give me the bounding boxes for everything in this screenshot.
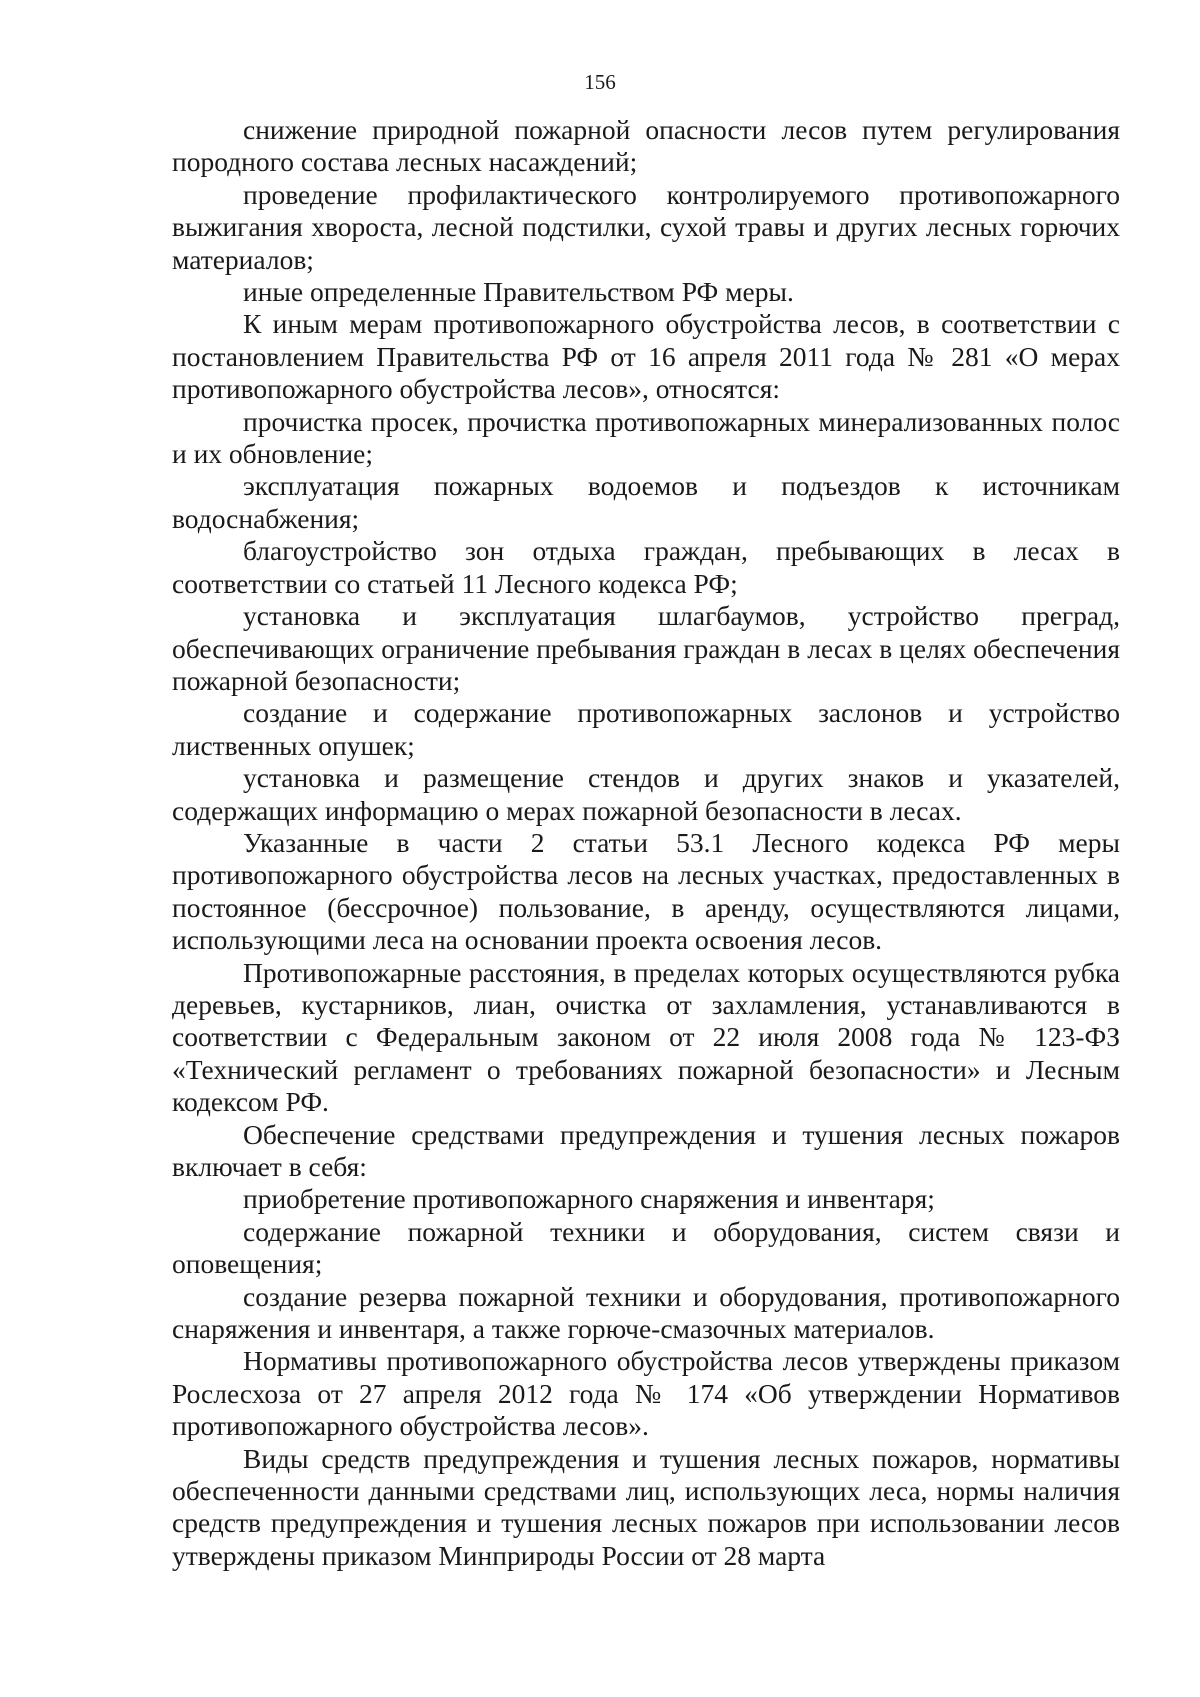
paragraph: прочистка просек, прочистка противопожарных минерализованных полос и их обновление; bbox=[172, 405, 1120, 470]
document-body bbox=[172, 114, 1120, 1572]
paragraph: установка и эксплуатация шлагбаумов, устройство преград, обеспечивающих ограничение пребывания граждан в лесах в целях обеспечения пожарной безопасности; bbox=[172, 600, 1120, 696]
paragraph: создание резерва пожарной техники и оборудования, противопожарного снаряжения и инвентаря, а также горюче-смазочных материалов. bbox=[172, 1280, 1120, 1345]
paragraph: эксплуатация пожарных водоемов и подъездов к источникам водоснабжения; bbox=[172, 470, 1120, 534]
page-number: 156 bbox=[584, 70, 616, 94]
paragraph: Виды средств предупреждения и тушения лесных пожаров, нормативы обеспеченности данными средствами лиц, использующих леса, нормы наличия средств предупреждения и тушения лесных пожаров при использовании лесов утверждены приказом Минприроды России от 28 марта bbox=[172, 1442, 1120, 1571]
paragraph: содержание пожарной техники и оборудования, систем связи и оповещения; bbox=[172, 1215, 1120, 1280]
paragraph: проведение профилактического контролируемого противопожарного выжигания хвороста, лесной подстилки, сухой травы и других лесных горючих материалов; bbox=[172, 178, 1120, 275]
paragraph: благоустройство зон отдыха граждан, пребывающих в лесах в соответствии со статьей 11 Лесного кодекса РФ; bbox=[172, 535, 1120, 599]
paragraph: Противопожарные расстояния, в пределах которых осуществляются рубка деревьев, кустарников, лиан, очистка от захламления, устанавливаются в соответствии с Федеральным законом от 22 июля 2008 года № 123-ФЗ «Технический регламент о требованиях пожарной безопасности» и Лесным кодексом РФ. bbox=[172, 956, 1120, 1118]
paragraph: иные определенные Правительством РФ меры. bbox=[243, 276, 794, 308]
paragraph: Нормативы противопожарного обустройства лесов утверждены приказом Рослесхоза от 27 апреля 2012 года № 174 «Об утверждении Нормативов противопожарного обустройства лесов». bbox=[172, 1345, 1120, 1442]
paragraph: создание и содержание противопожарных заслонов и устройство лиственных опушек; bbox=[172, 697, 1120, 761]
paragraph: К иным мерам противопожарного обустройства лесов, в соответствии с постановлением Правительства РФ от 16 апреля 2011 года № 281 «О мерах противопожарного обустройства лесов», относятся: bbox=[172, 308, 1120, 405]
paragraph: установка и размещение стендов и других знаков и указателей, содержащих информацию о мерах пожарной безопасности в лесах. bbox=[172, 762, 1120, 826]
paragraph: снижение природной пожарной опасности лесов путем регулирования породного состава лесных насаждений; bbox=[172, 114, 1120, 178]
paragraph: Обеспечение средствами предупреждения и тушения лесных пожаров включает в себя: bbox=[172, 1118, 1120, 1182]
paragraph: приобретение противопожарного снаряжения и инвентаря; bbox=[243, 1183, 935, 1215]
paragraph: Указанные в части 2 статьи 53.1 Лесного кодекса РФ меры противопожарного обустройства лесов на лесных участках, предоставленных в постоянное (бессрочное) пользование, в аренду, осуществляются лицами, использующими леса на основании проекта освоения лесов. bbox=[172, 826, 1120, 956]
